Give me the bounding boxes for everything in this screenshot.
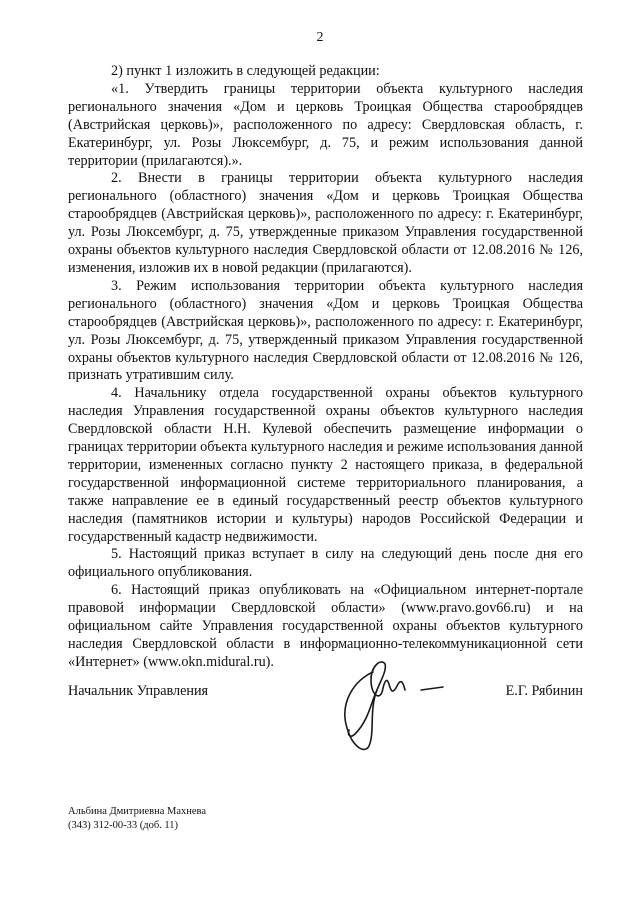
- signatory-name: Е.Г. Рябинин: [505, 683, 583, 699]
- paragraph-item-1: «1. Утвердить границы территории объекта культурного наследия регионального значения «Дом и церковь Троицкая Общества старообрядцев (Австрийская церковь)», расположенного по адресу: Свердловская область, г. Екатеринбург, ул. Розы Люксембург, д. 75, и режим использования данной территории (прилагаются).».: [68, 80, 583, 169]
- page-number: 2: [316, 30, 324, 45]
- paragraph-item-5: 5. Настоящий приказ вступает в силу на следующий день после дня его официального опубликования.: [68, 546, 583, 581]
- handwritten-signature: [325, 650, 455, 760]
- paragraph-item-4: 4. Начальнику отдела государственной охраны объектов культурного наследия Управления государственной охраны объектов культурного наследия Свердловской области Н.Н. Кулевой обеспечить размещение информации о границах территории объекта культурного наследия и режиме использования данной территории, измененных согласно пункту 2 настоящего приказа, в федеральной государственной информационной системе территориального планирования, а также направление ее в единый государственный реестр объектов культурного наследия (памятников истории и культуры) народов Российской Федерации и государственный кадастр недвижимости.: [68, 385, 583, 545]
- paragraph-intro: 2) пункт 1 изложить в следующей редакции:: [111, 63, 380, 79]
- executor-info: [68, 805, 206, 833]
- signatory-position: Начальник Управления: [68, 683, 209, 699]
- paragraph-item-2: 2. Внести в границы территории объекта культурного наследия регионального (областного) значения «Дом и церковь Троицкая Общества старообрядцев (Австрийская церковь)», расположенного по адресу: г. Екатеринбург, ул. Розы Люксембург, д. 75, утвержденные приказом Управления государственной охраны объектов культурного наследия Свердловской области от 12.08.2016 № 126, изменения, изложив их в новой редакции (прилагаются).: [68, 170, 583, 276]
- paragraph-item-6: 6. Настоящий приказ опубликовать на «Официальном интернет-портале правовой информации Свердловской области» (www.pravo.gov66.ru) и на официальном сайте Управления государственной охраны объектов культурного наследия Свердловской области в информационно-телекоммуникационной сети «Интернет» (www.okn.midural.ru).: [68, 582, 583, 670]
- paragraph-item-3: 3. Режим использования территории объекта культурного наследия регионального (областного) значения «Дом и церковь Троицкая Общества старообрядцев (Австрийская церковь)», расположенного по адресу: г. Екатеринбург, ул. Розы Люксембург, д. 75, утвержденный приказом Управления государственной охраны объектов культурного наследия Свердловской области от 12.08.2016 № 126, признать утратившим силу.: [68, 277, 583, 384]
- executor-phone: (343) 312-00-33 (доб. 11): [68, 820, 179, 831]
- executor-name: Альбина Дмитриевна Махнева: [68, 806, 207, 817]
- document-body: [68, 63, 583, 672]
